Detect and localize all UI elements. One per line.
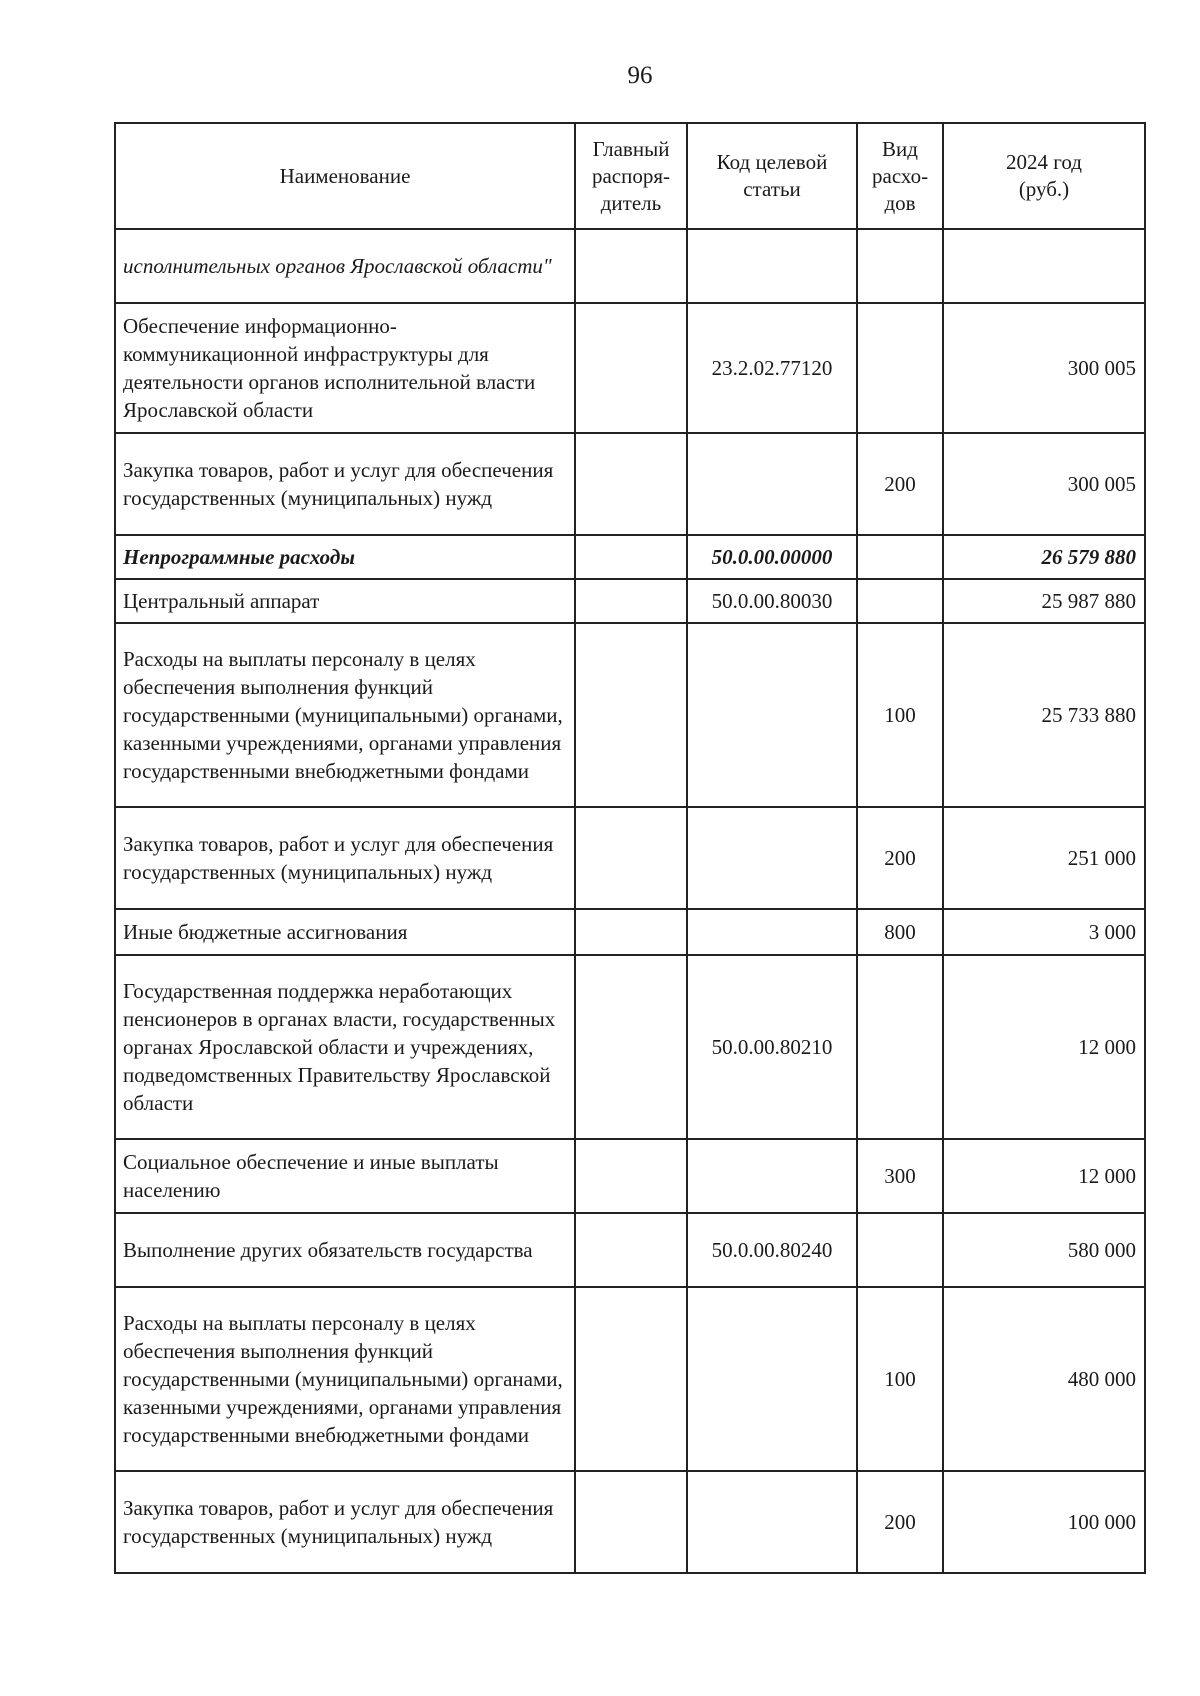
row-name: Обеспечение информационно-коммуникационной инфраструктуры для деятельности органов исполнительной власти Ярославской области [115, 303, 575, 433]
row-amount: 25 987 880 [943, 579, 1145, 623]
row-amount: 26 579 880 [943, 535, 1145, 579]
row-amount [943, 229, 1145, 303]
page-number: 96 [627, 62, 653, 89]
table-row [115, 909, 1145, 955]
row-admin [575, 303, 687, 433]
row-code [687, 807, 857, 909]
table-row [115, 1471, 1145, 1573]
row-name: Расходы на выплаты персоналу в целях обеспечения выполнения функций государственными (муниципальными) органами, казенными учреждениями, органами управления государственными внебюджетными фондами [115, 1287, 575, 1471]
row-amount: 251 000 [943, 807, 1145, 909]
row-amount: 580 000 [943, 1213, 1145, 1287]
row-amount: 300 005 [943, 433, 1145, 535]
row-name: Иные бюджетные ассигнования [115, 909, 575, 955]
row-name: исполнительных органов Ярославской области" [115, 229, 575, 303]
header-type: Вид расхо-дов [857, 123, 943, 229]
row-code: 50.0.00.00000 [687, 535, 857, 579]
row-admin [575, 433, 687, 535]
row-code [687, 909, 857, 955]
row-code [687, 1139, 857, 1213]
row-admin [575, 535, 687, 579]
table-row [115, 579, 1145, 623]
row-admin [575, 807, 687, 909]
row-type: 800 [857, 909, 943, 955]
table-row [115, 1139, 1145, 1213]
row-type: 200 [857, 807, 943, 909]
row-code [687, 1287, 857, 1471]
row-admin [575, 1287, 687, 1471]
row-name: Закупка товаров, работ и услуг для обеспечения государственных (муниципальных) нужд [115, 1471, 575, 1573]
row-code: 50.0.00.80210 [687, 955, 857, 1139]
row-admin [575, 1213, 687, 1287]
row-amount: 12 000 [943, 1139, 1145, 1213]
row-code [687, 1471, 857, 1573]
row-amount: 12 000 [943, 955, 1145, 1139]
table-row [115, 433, 1145, 535]
header-amount: 2024 год (руб.) [943, 123, 1145, 229]
header-name: Наименование [115, 123, 575, 229]
row-code [687, 229, 857, 303]
row-name: Закупка товаров, работ и услуг для обеспечения государственных (муниципальных) нужд [115, 807, 575, 909]
row-type: 100 [857, 623, 943, 807]
row-code [687, 623, 857, 807]
row-type [857, 579, 943, 623]
table-row [115, 807, 1145, 909]
row-admin [575, 623, 687, 807]
row-type: 200 [857, 433, 943, 535]
row-admin [575, 1471, 687, 1573]
row-amount: 100 000 [943, 1471, 1145, 1573]
table-row [115, 303, 1145, 433]
row-name: Государственная поддержка неработающих пенсионеров в органах власти, государственных органах Ярославской области и учреждениях, подведомственных Правительству Ярославской области [115, 955, 575, 1139]
row-admin [575, 579, 687, 623]
row-type [857, 535, 943, 579]
row-type: 100 [857, 1287, 943, 1471]
table-row [115, 229, 1145, 303]
header-code: Код целевой статьи [687, 123, 857, 229]
row-amount: 25 733 880 [943, 623, 1145, 807]
row-type [857, 303, 943, 433]
row-name: Расходы на выплаты персоналу в целях обеспечения выполнения функций государственными (муниципальными) органами, казенными учреждениями, органами управления государственными внебюджетными фондами [115, 623, 575, 807]
row-code: 23.2.02.77120 [687, 303, 857, 433]
table-row [115, 623, 1145, 807]
row-admin [575, 909, 687, 955]
row-type [857, 955, 943, 1139]
row-admin [575, 229, 687, 303]
table-row [115, 535, 1145, 579]
row-admin [575, 955, 687, 1139]
row-admin [575, 1139, 687, 1213]
table-row [115, 955, 1145, 1139]
table-row [115, 1287, 1145, 1471]
row-name: Непрограммные расходы [115, 535, 575, 579]
table-row [115, 1213, 1145, 1287]
row-name: Центральный аппарат [115, 579, 575, 623]
row-code: 50.0.00.80240 [687, 1213, 857, 1287]
header-admin: Главный распоря-дитель [575, 123, 687, 229]
row-amount: 300 005 [943, 303, 1145, 433]
row-name: Закупка товаров, работ и услуг для обеспечения государственных (муниципальных) нужд [115, 433, 575, 535]
row-type: 200 [857, 1471, 943, 1573]
row-type [857, 1213, 943, 1287]
row-name: Выполнение других обязательств государства [115, 1213, 575, 1287]
budget-table [114, 122, 1146, 1574]
row-type: 300 [857, 1139, 943, 1213]
row-amount: 3 000 [943, 909, 1145, 955]
row-amount: 480 000 [943, 1287, 1145, 1471]
row-code: 50.0.00.80030 [687, 579, 857, 623]
table-header-row [115, 123, 1145, 229]
row-name: Социальное обеспечение и иные выплаты населению [115, 1139, 575, 1213]
row-type [857, 229, 943, 303]
row-code [687, 433, 857, 535]
